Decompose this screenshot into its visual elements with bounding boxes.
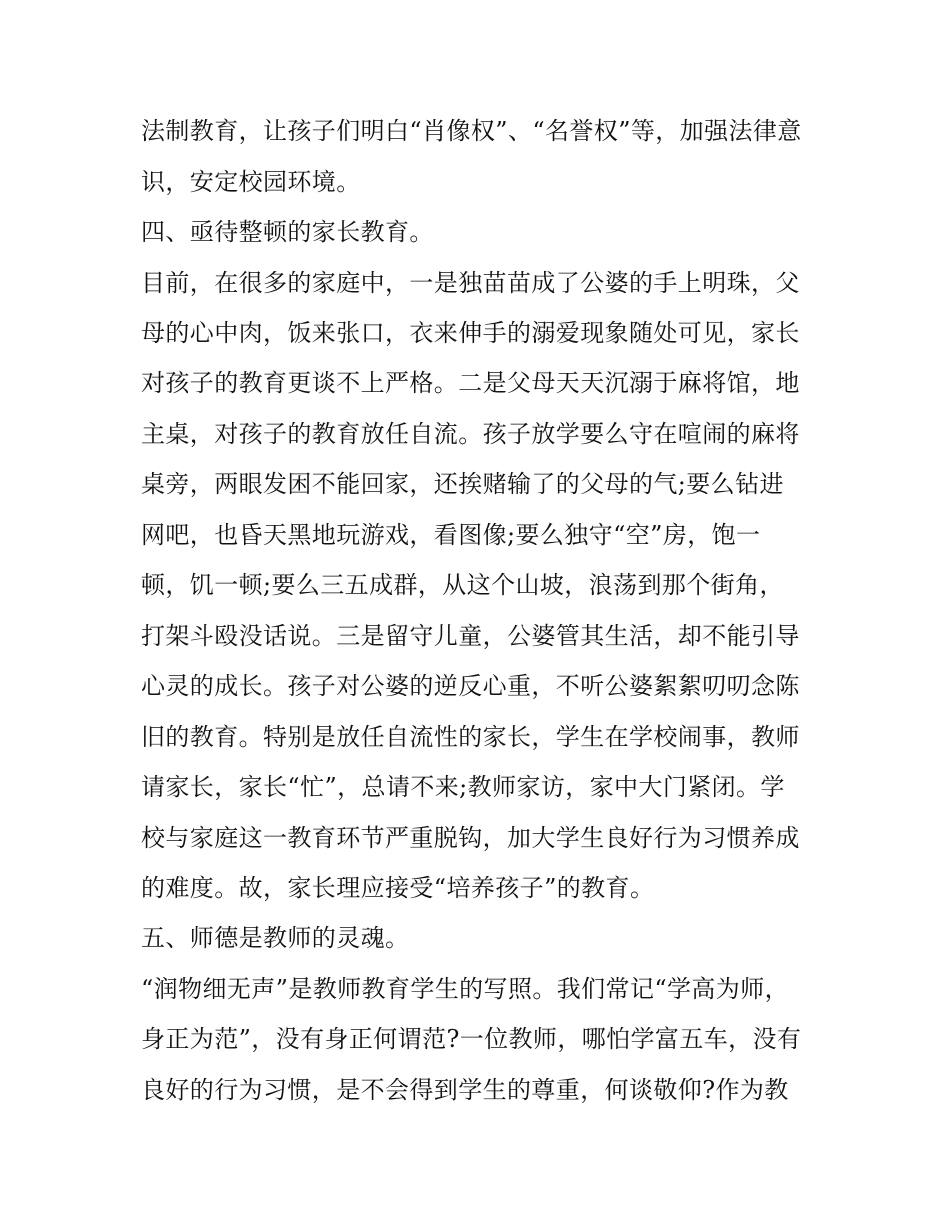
text-line: 心灵的成长。孩子对公婆的逆反心重，不听公婆絮絮叨叨念陈 xyxy=(141,672,800,700)
section-heading: 四、亟待整顿的家长教育。 xyxy=(141,218,434,246)
text-line: 校与家庭这一教育环节严重脱钩，加大学生良好行为习惯养成 xyxy=(141,824,800,852)
text-line: 的难度。故，家长理应接受“培养孩子”的教育。 xyxy=(141,874,655,902)
text-line: 旧的教育。特别是放任自流性的家长，学生在学校闹事，教师 xyxy=(141,723,800,751)
text-line: 对孩子的教育更谈不上严格。二是父母天天沉溺于麻将馆，地 xyxy=(141,369,800,397)
text-line: 桌旁，两眼发困不能回家，还挨赌输了的父母的气;要么钻进 xyxy=(141,470,784,498)
text-line: 身正为范”，没有身正何谓范?一位教师，哪怕学富五车，没有 xyxy=(141,1025,802,1053)
text-line: 目前，在很多的家庭中，一是独苗苗成了公婆的手上明珠，父 xyxy=(141,269,800,297)
text-line: 法制教育，让孩子们明白“肖像权”、“名誉权”等，加强法律意 xyxy=(141,117,802,145)
section-heading: 五、师德是教师的灵魂。 xyxy=(141,924,410,952)
text-line: 母的心中肉，饭来张口，衣来伸手的溺爱现象随处可见，家长 xyxy=(141,319,800,347)
text-line: 主桌，对孩子的教育放任自流。孩子放学要么守在喧闹的麻将 xyxy=(141,420,800,448)
text-line: “润物细无声”是教师教育学生的写照。我们常记“学高为师， xyxy=(141,975,790,1003)
text-line: 顿，饥一顿;要么三五成群，从这个山坡，浪荡到那个街角， xyxy=(141,571,784,599)
text-line: 识，安定校园环境。 xyxy=(141,168,361,196)
text-line: 请家长，家长“忙”，总请不来;教师家访，家中大门紧闭。学 xyxy=(141,773,785,801)
text-line: 打架斗殴没话说。三是留守儿童，公婆管其生活，却不能引导 xyxy=(141,622,800,650)
text-line: 网吧，也昏天黑地玩游戏，看图像;要么独守“空”房，饱一 xyxy=(141,521,761,549)
text-line: 良好的行为习惯，是不会得到学生的尊重，何谈敬仰?作为教 xyxy=(141,1076,789,1104)
